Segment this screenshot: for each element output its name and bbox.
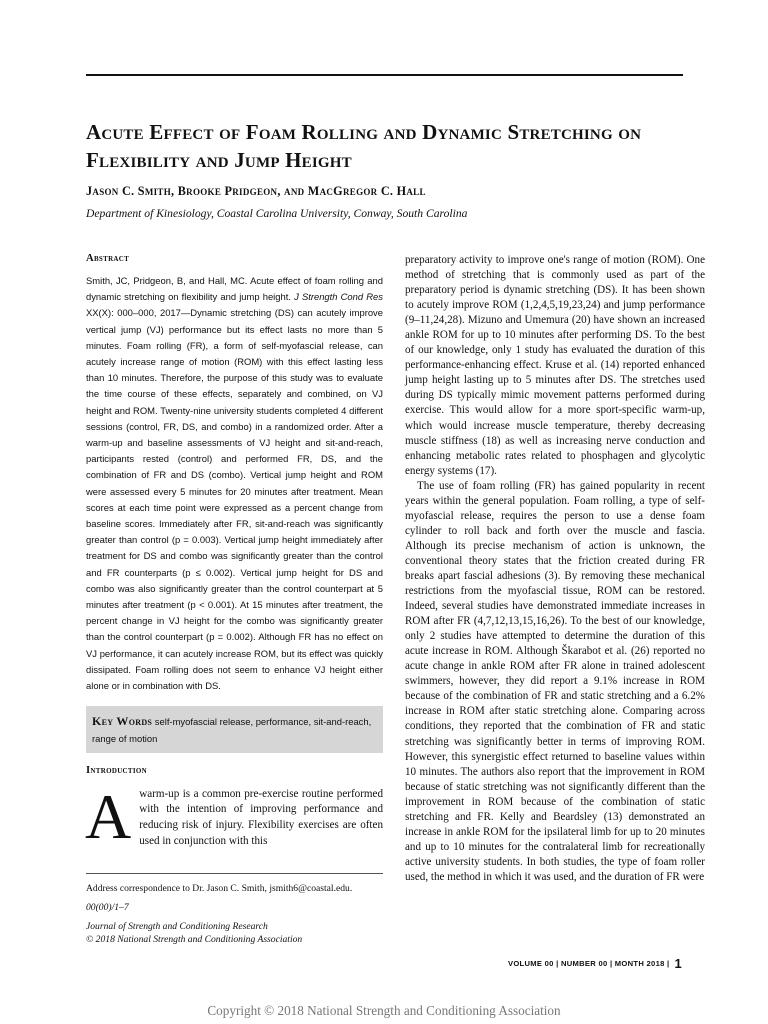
right-column: [405, 253, 705, 885]
abstract-heading: Abstract: [86, 253, 130, 264]
copyright-watermark: Copyright © 2018 National Strength and Conditioning Association: [207, 1003, 561, 1018]
keywords-text: self-myofascial release, performance, sit-and-reach, range of motion: [92, 716, 372, 744]
introduction-text: [85, 780, 383, 852]
journal-copyright: © 2018 National Strength and Conditioning Association: [86, 934, 303, 945]
body-paragraph-2: The use of foam rolling (FR) has gained popularity in recent years within the general population. Foam rolling, a type of self-myofascial release, requires the person to use a dense foam cylinder to roll back and forth over the muscle and fascia. Although its precise mechanism of action is unknown, the conventional theory states that the friction created during FR breaks apart fascial adhesions (3). By removing these mechanical restrictions from the myofascial tissue, ROM can be restored. Indeed, several studies have demonstrated immediate increases in ROM after FR (4,7,12,13,15,16,26). To the best of our knowledge, only 2 studies have attempted to determine the duration of this acute increase in ROM. Although Škarabot et al. (26) reported no acute change in ankle ROM after FR alone in trained adolescent swimmers, however, they did report a 9.1% increase in ROM because of the combination of FR and static stretching and a 6.2% increase in ROM after static stretching alone. Comparing across conditions, they reported that the combination of FR and static stretching was significantly better in terms of improving ROM. However, this synergistic effect returned to baseline values within 10 minutes. The authors also report that the improvement in ROM because of static stretching was not significantly different than the improvement in ROM because of the combination of static stretching and FR. Kelly and Beardsley (13) demonstrated an increase in ankle ROM for the ipsilateral limb for up to 20 minutes and up to 10 minutes for the contralateral limb for recreationally active university students. In both studies, the type of foam roller used, the method in which it was used, and the duration of FR were: [405, 479, 705, 883]
page-number: 1: [674, 956, 682, 971]
author-affiliation: Department of Kinesiology, Coastal Carolina University, Conway, South Carolina: [86, 207, 468, 220]
journal-name: Journal of Strength and Conditioning Research: [86, 921, 268, 932]
abstract-journal: J Strength Cond Res: [294, 291, 383, 303]
introduction-body: warm-up is a common pre-exercise routine performed with the intention of improving performance and reducing risk of injury. Flexibility exercises are often used in conjunction with this: [139, 787, 383, 847]
correspondence-note: Address correspondence to Dr. Jason C. Smith, jsmith6@coastal.edu.: [86, 883, 353, 894]
left-column: [85, 253, 383, 852]
footnote-block: [86, 873, 383, 946]
abstract-citation: Smith, JC, Pridgeon, B, and Hall, MC. Acute effect of foam rolling and dynamic stretching on flexibility and jump height.: [86, 275, 383, 303]
author-list: Jason C. Smith, Brooke Pridgeon, and MacGregor C. Hall: [86, 184, 426, 198]
abstract-text: [86, 273, 383, 694]
article-id: 00(00)/1–7: [86, 902, 129, 913]
header-rule: [86, 74, 683, 76]
keywords-box: [86, 706, 383, 753]
drop-cap: A: [85, 780, 132, 852]
introduction-heading: Introduction: [86, 764, 148, 776]
body-paragraph-1: preparatory activity to improve one's range of motion (ROM). One method of stretching that is commonly used as part of the preparatory period is dynamic stretching (DS). It has been shown to acutely improve ROM (1,2,4,5,19,23,24) and jump performance (9–11,24,28). Mizuno and Umemura (20) have shown an increased ankle ROM for up to 10 minutes after performing DS. To the best of our knowledge, only 1 study has evaluated the duration of this performance-enhancing effect. Kruse et al. (14) reported enhanced jump height lasting up to 5 minutes after DS. The stretches used during DS typically mimic movement patterns performed during exercise. This would allow for a more sport-specific warm-up, which would increase muscle temperature, thereby decreasing muscle stiffness (18) as well as increasing nerve conduction and enhancing metabolic rates related to phosphagen and glycolytic energy systems (17).: [405, 254, 705, 477]
page-footer: [508, 956, 682, 971]
keywords-label: Key Words: [92, 714, 153, 729]
volume-line: VOLUME 00 | NUMBER 00 | MONTH 2018 |: [507, 959, 670, 968]
article-title: Acute Effect of Foam Rolling and Dynamic Stretching on Flexibility and Jump Height: [86, 120, 642, 172]
abstract-body: XX(X): 000–000, 2017—Dynamic stretching (DS) can acutely improve vertical jump (VJ) performance but its effect lasts no more than 5 minutes. Foam rolling (FR), a form of self-myofascial release, can acutely increase range of motion (ROM) with this effect lasting less than 10 minutes. Therefore, the purpose of this study was to evaluate the time course of these effects, separately and combined, on VJ height and ROM. Twenty-nine university students completed 4 different sessions (control, FR, DS, and combo) in a randomized order. After a warm-up and baseline assessments of VJ height and sit-and-reach, participants rested (control) and performed FR, DS, and the combination of FR and DS (combo). Vertical jump height and ROM were assessed every 5 minutes for 20 minutes after treatment. Mean scores at each time point were expressed as a percent change from baseline scores. Immediately after FR, sit-and-reach was significantly greater than control (p = 0.003). Vertical jump height immediately after treatment for DS and combo was significantly greater than the control and FR counterparts (p ≤ 0.002). Vertical jump height for DS and combo was also significantly greater than the control counterpart at 5 minutes after treatment (p < 0.001). At 15 minutes after treatment, the percent change in VJ height for the combo was significantly greater than the control counterpart (p = 0.002). Although FR has no effect on VJ performance, it can acutely increase ROM, but its effect was quickly dissipated. Foam rolling does not seem to enhance VJ height either alone or in combination with DS.: [86, 307, 383, 692]
